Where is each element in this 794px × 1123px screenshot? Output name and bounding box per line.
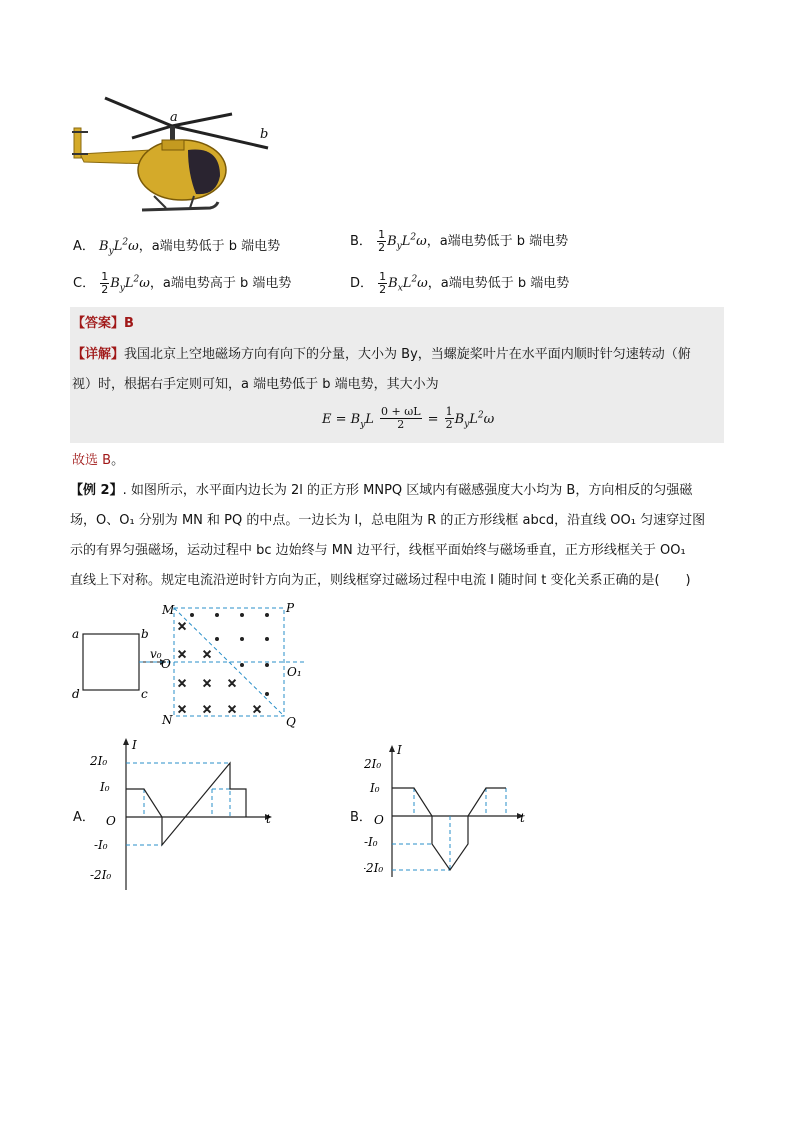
graph-b[interactable] [364,742,539,882]
option-c-expr: $B_yL^2\omega$ [110,274,150,294]
formula-half: $\frac{1}{2}$ [445,405,453,431]
graph-a-tick-2I0: 2I₀ [90,754,108,768]
graph-a-axis-I: I [132,738,137,752]
label-O1: O₁ [287,665,302,679]
field-figure [66,600,316,735]
option-d-expr: $B_xL^2\omega$ [388,274,428,294]
graph-a-letter[interactable]: A． [73,810,95,825]
graph-a-tick-I0: I₀ [100,780,110,794]
svg-text:×: × [177,647,188,661]
detail-line-2 [72,375,439,395]
detail-formula: $E = B_yL$ $\frac{0 + \omega L}{2}$ = $\frac{1}{2}$ $B_yL^2\omega$ [322,405,495,431]
answer-line [72,314,134,334]
answer-tag: 【答案】 [72,316,125,331]
graph-b-axis-t: t [520,811,525,825]
detail-text-1: 我国北京上空地磁场方向有向下的分量，大小为 By，当螺旋桨叶片在水平面内顺时针匀速转动（俯 [124,347,691,362]
label-b: b [141,627,149,641]
q2-tag: 【例 2】 [70,483,123,498]
formula-fraction: $\frac{0 + \omega L}{2}$ [381,405,421,431]
option-d[interactable] [350,271,569,296]
label-O: O [161,657,171,671]
option-a-letter: A． [73,239,95,254]
graph-b-letter[interactable]: B． [350,810,372,825]
graph-b-tick-I0: I₀ [370,781,380,795]
label-v0: v₀ [150,647,162,661]
graph-a-tick-nI0: -I₀ [94,838,108,852]
graph-b-origin: O [374,813,384,827]
label-c: c [141,687,148,701]
svg-text:×: × [177,702,188,716]
label-Q: Q [286,715,296,729]
svg-text:×: × [227,702,238,716]
conclusion-value: B [102,453,112,468]
graph-b-tick-2I0: 2I₀ [364,757,382,771]
option-b-letter: B． [350,234,372,249]
option-a-text: ，a端电势低于 b 端电势 [138,239,281,254]
coil-abcd [83,634,139,690]
rotor-label-a: a [170,110,178,125]
graph-a[interactable] [88,735,288,895]
conclusion: 故选 B。 [72,453,125,468]
rotor-label-b: b [260,127,269,142]
graph-b-curve [392,788,506,870]
option-d-letter: D． [350,276,374,291]
option-c-text: ，a端电势高于 b 端电势 [149,276,292,291]
option-c-letter: C． [73,276,96,291]
graph-a-origin: O [106,814,116,828]
q2-line-4: 直线上下对称。规定电流沿逆时针方向为正，则线框穿过磁场过程中电流 I 随时间 t 变化关系正确的是( ) [70,573,691,588]
q2-line-3: 示的有界匀强磁场，运动过程中 bc 边始终与 MN 边平行，线框平面始终与磁场垂直，正方形线框关于 OO₁ [70,543,686,558]
label-N: N [162,713,173,727]
graph-b-tick-nI0: -I₀ [364,835,378,849]
option-a[interactable] [73,235,280,257]
svg-text:×: × [252,702,263,716]
svg-text:×: × [177,619,188,633]
svg-text:×: × [177,676,188,690]
graph-b-tick-n2I0: -2I₀ [364,861,384,875]
option-b-half: $\frac{1}{2}$ [378,228,386,254]
graph-a-tick-n2I0: -2I₀ [90,868,112,882]
option-b[interactable] [350,229,568,254]
detail-line-1 [72,345,724,365]
graph-b-axis-I: I [397,743,402,757]
field-into-page [177,619,262,716]
label-a: a [72,627,80,641]
option-b-expr: $B_yL^2\omega$ [387,232,427,252]
svg-text:×: × [202,647,213,661]
detail-tag: 【详解】 [72,347,125,362]
svg-text:×: × [202,702,213,716]
detail-text-2: 视）时，根据右手定则可知，a 端电势低于 b 端电势，其大小为 [72,377,439,392]
graph-a-axis-t: t [266,812,271,826]
option-b-text: ，a端电势低于 b 端电势 [426,234,569,249]
option-d-half: $\frac{1}{2}$ [379,270,387,296]
option-a-expr: $B_yL^2\omega$ [99,237,139,257]
q2-line-1: 【例 2】. 如图所示，水平面内边长为 2l 的正方形 MNPQ 区域内有磁感强度大小均为 B，方向相反的匀强磁 [70,483,693,498]
option-d-text: ，a端电势低于 b 端电势 [427,276,570,291]
formula-lhs: E = B [322,412,361,427]
q2-line-2: 场，O、O₁ 分别为 MN 和 PQ 的中点。一边长为 l，总电阻为 R 的正方形线框 abcd，沿直线 OO₁ 匀速穿过图 [70,513,706,528]
answer-value: B [124,316,134,331]
option-c-half: $\frac{1}{2}$ [101,270,109,296]
svg-text:×: × [227,676,238,690]
option-c[interactable] [73,271,291,296]
label-P: P [286,601,295,615]
svg-text:×: × [202,676,213,690]
label-M: M [162,603,175,617]
label-d: d [72,687,80,701]
